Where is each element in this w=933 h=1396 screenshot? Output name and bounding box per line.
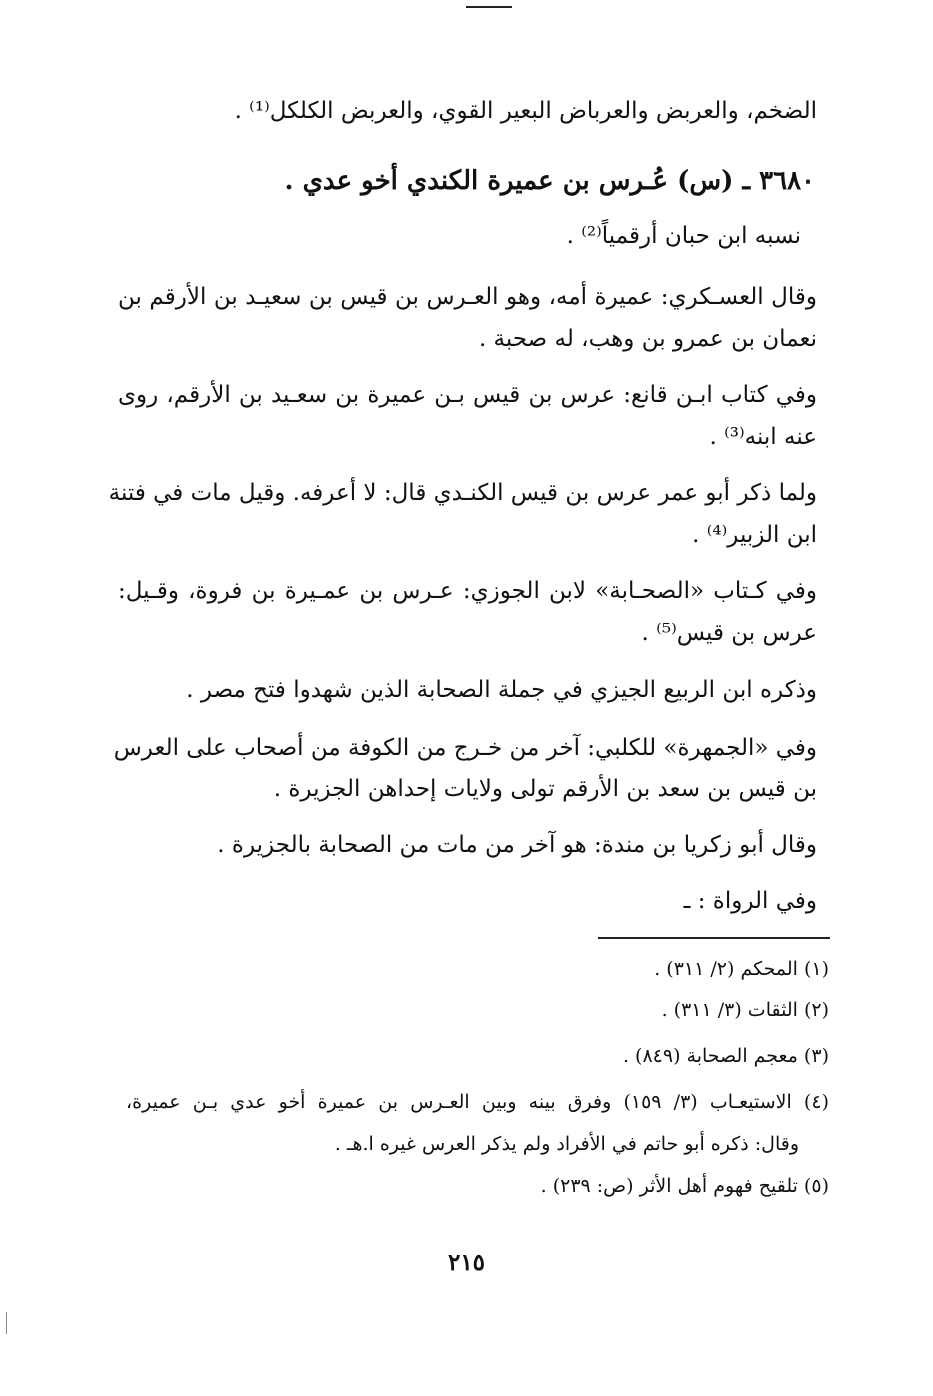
text-line: عنه ابنه⁽³⁾ . [709, 424, 817, 450]
page-number: ٢١٥ [447, 1249, 486, 1276]
text-line: بن قيس بن سعد بن الأرقم تولى ولايات إحداهن الجزيرة . [273, 776, 817, 802]
text-line: وذكره ابن الربيع الجيزي في جملة الصحابة الذين شهدوا فتح مصر . [186, 677, 817, 703]
footnote: (١) المحكم (٢/ ٣١١) . [654, 958, 829, 980]
entry-heading: ٣٦٨٠ ـ (س) عُـرس بن عميرة الكندي أخو عدي . [284, 166, 815, 196]
footnote-separator [598, 937, 830, 939]
text-line: نسبه ابن حبان أرقمياً⁽²⁾ . [566, 223, 801, 249]
text-line: ابن الزبير⁽⁴⁾ . [692, 522, 817, 548]
footnote: (٤) الاستيعـاب (٣/ ١٥٩) وفرق بينه وبين العـرس بن عميرة أخو عدي بـن عميرة، [126, 1091, 829, 1113]
footnote-continuation: وقال: ذكره أبو حاتم في الأفراد ولم يذكر العرس غيره ا.هـ . [334, 1133, 799, 1155]
text-line: عرس بن قيس⁽⁵⁾ . [641, 620, 817, 646]
top-rule [466, 6, 512, 8]
margin-mark [6, 1312, 7, 1334]
text-line: نعمان بن عمرو بن وهب، له صحبة . [478, 326, 817, 352]
text-line: وفي كتاب ابـن قانع: عرس بن قيس بـن عميرة بن سعـيد بن الأرقم، روى [118, 382, 817, 408]
text-line: وفي «الجمهرة» للكلبي: آخر من خـرج من الكوفة من أصحاب على العرس [113, 735, 817, 761]
text-line: وفي الرواة : ـ [683, 888, 817, 914]
text-line: وقال أبو زكريا بن مندة: هو آخر من مات من الصحابة بالجزيرة . [217, 832, 817, 858]
text-line: وفي كـتاب «الصحـابة» لابن الجوزي: عـرس بن عمـيرة بن فروة، وقـيل: [118, 578, 817, 604]
text-line: ولما ذكر أبو عمر عرس بن قيس الكنـدي قال: لا أعرفه. وقيل مات في فتنة [108, 480, 817, 506]
footnote: (٣) معجم الصحابة (٨٤٩) . [622, 1045, 829, 1067]
footnote: (٥) تلقيح فهوم أهل الأثر (ص: ٢٣٩) . [540, 1175, 829, 1197]
footnote: (٢) الثقات (٣/ ٣١١) . [661, 999, 829, 1021]
text-line: وقال العسـكري: عميرة أمه، وهو العـرس بن قيس بن سعيـد بن الأرقم بن [118, 284, 817, 310]
text-line: الضخم، والعربض والعرباض البعير القوي، والعربض الكلكل⁽¹⁾ . [234, 98, 817, 124]
